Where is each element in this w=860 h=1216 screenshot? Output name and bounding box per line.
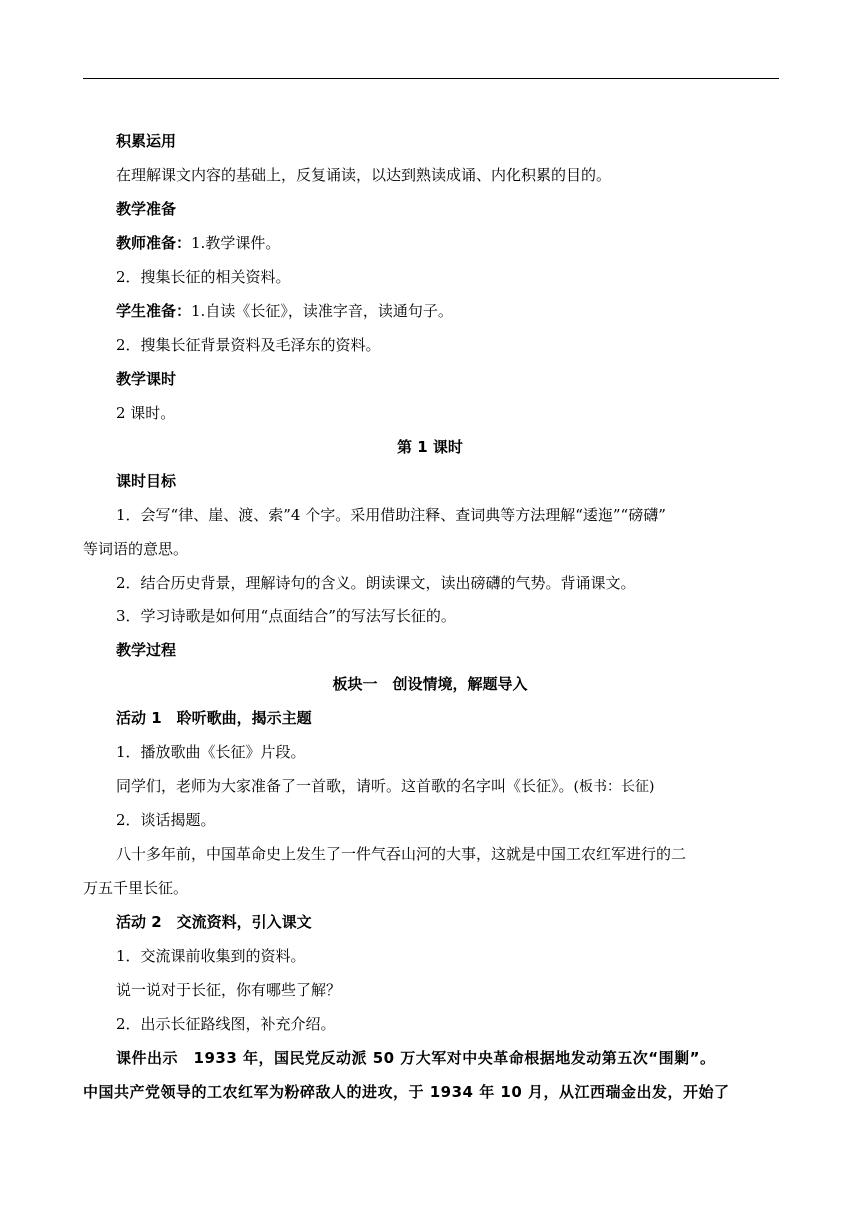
activity-2-step-2: 2．出示长征路线图，补充介绍。 — [116, 1015, 336, 1033]
heading-goals: 课时目标 — [116, 472, 177, 490]
activity-1-text-2a: 八十多年前，中国革命史上发生了一件气吞山河的大事，这就是中国工农红军进行的二 — [116, 845, 687, 863]
student-prep-line — [116, 301, 453, 321]
lesson-title: 第 1 课时 — [397, 438, 463, 456]
activity-2-title: 活动 2 交流资料，引入课文 — [116, 913, 312, 931]
courseware-text-b: 中国共产党领导的工农红军为粉碎敌人的进攻，于 1934 年 10 月，从江西瑞金出发，开始了 — [83, 1083, 730, 1101]
heading-process: 教学过程 — [116, 641, 177, 659]
teacher-prep-2: 2．搜集长征的相关资料。 — [116, 268, 291, 286]
activity-1-text-line — [116, 776, 654, 797]
activity-1-step-1: 1．播放歌曲《长征》片段。 — [116, 743, 306, 761]
header-rule — [83, 78, 779, 79]
heading-hours: 教学课时 — [116, 370, 177, 388]
goal-3: 3．学习诗歌是如何用“点面结合”的写法写长征的。 — [116, 607, 456, 625]
goal-1a: 1．会写“律、崖、渡、索”4 个字。采用借助注释、查词典等方法理解“逶迤”“磅礴” — [116, 506, 666, 524]
block-1-title: 板块一 创设情境，解题导入 — [332, 675, 528, 693]
goal-1b: 等词语的意思。 — [83, 540, 189, 558]
courseware-text-a: 1933 年，国民党反动派 50 万大军对中央革命根据地发动第五次“围剿”。 — [178, 1049, 716, 1067]
activity-1-step-2: 2．谈话揭题。 — [116, 811, 216, 829]
activity-1-title: 活动 1 聆听歌曲，揭示主题 — [116, 709, 312, 727]
teacher-prep-line — [116, 233, 280, 253]
activity-2-step-1: 1．交流课前收集到的资料。 — [116, 947, 306, 965]
student-prep-1: 1.自读《长征》，读准字音，读通句子。 — [191, 302, 453, 320]
goal-2: 2．结合历史背景，理解诗句的含义。朗读课文，读出磅礴的气势。背诵课文。 — [116, 574, 636, 592]
activity-1-text-2b: 万五千里长征。 — [83, 879, 189, 897]
text-hours: 2 课时。 — [116, 404, 176, 422]
heading-accumulate: 积累运用 — [116, 132, 177, 150]
student-prep-label: 学生准备： — [116, 302, 192, 320]
student-prep-2: 2．搜集长征背景资料及毛泽东的资料。 — [116, 336, 381, 354]
courseware-line — [116, 1048, 716, 1068]
activity-2-text-1: 说一说对于长征，你有哪些了解？ — [116, 981, 342, 999]
activity-1-text-1: 同学们，老师为大家准备了一首歌，请听。这首歌的名字叫《长征》。 — [116, 777, 574, 795]
activity-1-note: (板书：长征) — [573, 779, 655, 795]
courseware-label: 课件出示 — [116, 1049, 179, 1067]
heading-prep: 教学准备 — [116, 200, 177, 218]
teacher-prep-1: 1.教学课件。 — [191, 234, 281, 252]
teacher-prep-label: 教师准备： — [116, 234, 192, 252]
text-accumulate: 在理解课文内容的基础上，反复诵读，以达到熟读成诵、内化积累的目的。 — [116, 166, 612, 184]
